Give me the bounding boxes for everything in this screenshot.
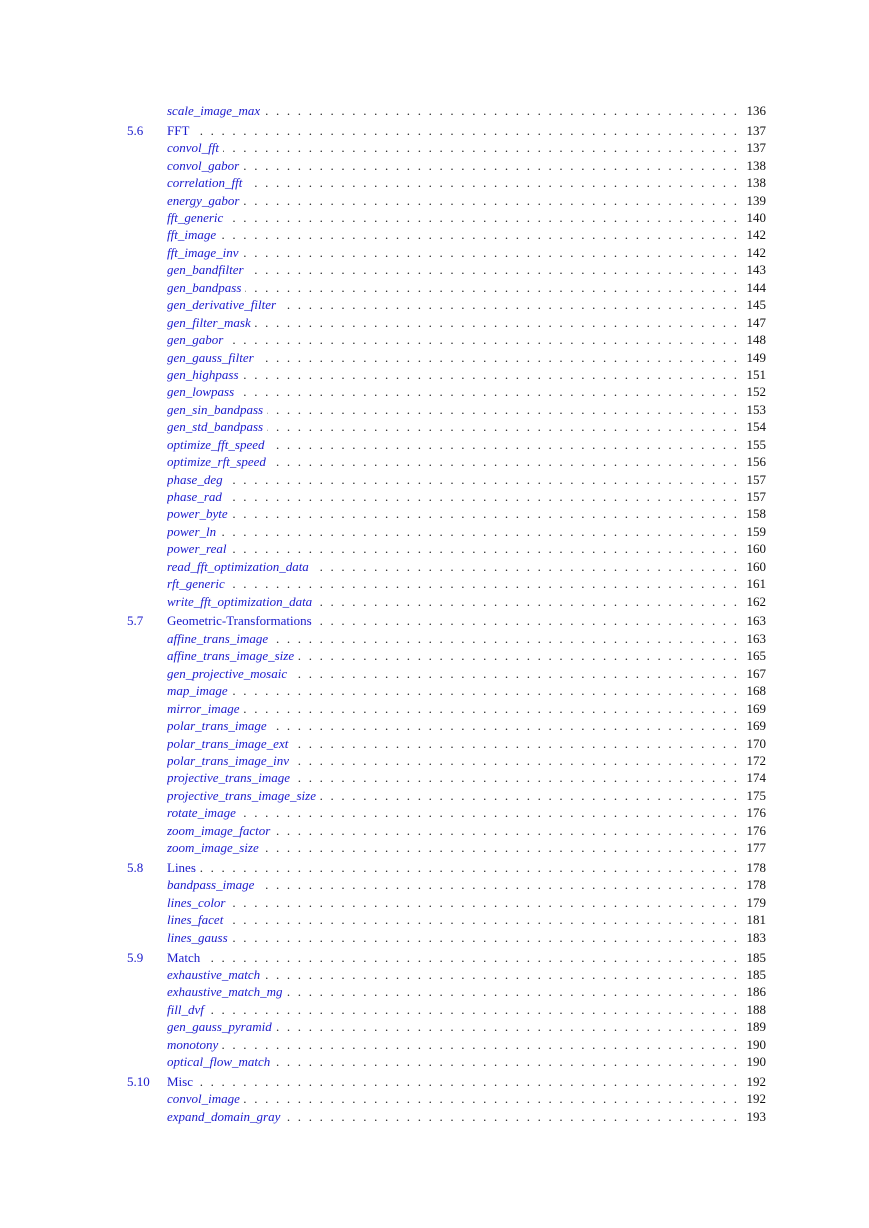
entry-title-link[interactable]: [167, 314, 737, 331]
page-number: 178: [746, 859, 766, 875]
entry-title-link[interactable]: [167, 471, 737, 488]
toc-entry-row[interactable]: [0, 540, 869, 557]
entry-title-link[interactable]: [167, 296, 737, 313]
page-number: 137: [746, 122, 766, 138]
page-number: 172: [746, 752, 766, 768]
toc-entry-row[interactable]: [0, 630, 869, 647]
page-number: 153: [746, 401, 766, 417]
page-number: 168: [746, 683, 766, 699]
section-title-link[interactable]: [167, 949, 737, 966]
title-text: optimize_fft_speed: [167, 437, 269, 452]
title-text: gen_derivative_filter: [167, 297, 280, 312]
page-number: 192: [746, 1091, 766, 1107]
page-number: 176: [746, 822, 766, 838]
toc-entry-row[interactable]: [0, 983, 869, 1000]
toc-entry-row[interactable]: [0, 558, 869, 575]
toc-entry-row[interactable]: [0, 682, 869, 699]
toc-section-row[interactable]: [0, 859, 869, 876]
section-title-link[interactable]: [167, 122, 737, 139]
title-text: polar_trans_image_ext: [167, 736, 292, 751]
entry-title-link[interactable]: [167, 279, 737, 296]
title-text: Match: [167, 950, 204, 965]
toc-entry-row[interactable]: [0, 244, 869, 261]
page-number: 149: [746, 349, 766, 365]
toc-entry-row[interactable]: [0, 665, 869, 682]
entry-title-link[interactable]: [167, 983, 737, 1000]
toc-entry-row[interactable]: [0, 505, 869, 522]
page-number: 144: [746, 279, 766, 295]
toc-entry-row[interactable]: [0, 769, 869, 786]
title-text: gen_sin_bandpass: [167, 402, 267, 417]
entry-title-link[interactable]: [167, 1108, 737, 1125]
toc-entry-row[interactable]: [0, 174, 869, 191]
section-number: 5.6: [127, 122, 144, 138]
page-number: 157: [746, 489, 766, 505]
title-text: power_real: [167, 541, 230, 556]
entry-title-link[interactable]: [167, 911, 737, 928]
toc-entry-row[interactable]: [0, 226, 869, 243]
page-number: 154: [746, 419, 766, 435]
title-text: affine_trans_image: [167, 631, 272, 646]
page-number: 160: [746, 541, 766, 557]
entry-title-link[interactable]: [167, 630, 737, 647]
entry-title-link[interactable]: [167, 682, 737, 699]
title-text: gen_lowpass: [167, 384, 238, 399]
page-number: 157: [746, 471, 766, 487]
toc-entry-row[interactable]: [0, 1018, 869, 1035]
page-number: 159: [746, 523, 766, 539]
page-number: 163: [746, 630, 766, 646]
page-number: 156: [746, 454, 766, 470]
toc-entry-row[interactable]: [0, 523, 869, 540]
title-text: polar_trans_image_inv: [167, 753, 293, 768]
entry-title-link[interactable]: [167, 769, 737, 786]
title-text: gen_bandfilter: [167, 262, 248, 277]
page-number: 142: [746, 227, 766, 243]
toc-entry-row[interactable]: [0, 401, 869, 418]
toc-entry-row[interactable]: [0, 876, 869, 893]
toc-entry-row[interactable]: [0, 717, 869, 734]
toc-entry-row[interactable]: [0, 314, 869, 331]
page-number: 185: [746, 967, 766, 982]
entry-title-link[interactable]: [167, 717, 737, 734]
title-text: power_ln: [167, 524, 220, 539]
page-number: 176: [746, 805, 766, 821]
section-title-link[interactable]: [167, 612, 737, 629]
title-text: rft_generic: [167, 576, 229, 591]
title-text: write_fft_optimization_data: [167, 594, 316, 609]
entry-title-link[interactable]: [167, 436, 737, 453]
title-text: exhaustive_match: [167, 967, 264, 982]
title-text: rotate_image: [167, 805, 240, 820]
page-number: 163: [746, 613, 766, 629]
entry-title-link[interactable]: [167, 209, 737, 226]
toc-entry-row[interactable]: [0, 296, 869, 313]
entry-title-link[interactable]: [167, 558, 737, 575]
entry-title-link[interactable]: [167, 157, 737, 174]
title-text: fft_generic: [167, 210, 227, 225]
title-text: phase_deg: [167, 472, 227, 487]
title-text: gen_std_bandpass: [167, 419, 267, 434]
page-number: 178: [746, 877, 766, 893]
title-text: fft_image_inv: [167, 245, 243, 260]
entry-title-link[interactable]: [167, 540, 737, 557]
toc-entry-row[interactable]: [0, 453, 869, 470]
entry-title-link[interactable]: [167, 453, 737, 470]
title-text: expand_domain_gray: [167, 1109, 284, 1124]
page-number: 138: [746, 175, 766, 191]
title-text: zoom_image_factor: [167, 823, 274, 838]
title-text: phase_rad: [167, 489, 226, 504]
title-text: convol_fft: [167, 140, 223, 155]
page-number: 189: [746, 1019, 766, 1035]
entry-title-link[interactable]: [167, 418, 737, 435]
toc-entry-row[interactable]: [0, 471, 869, 488]
toc-entry-row[interactable]: [0, 735, 869, 752]
page-number: 142: [746, 244, 766, 260]
toc-entry-row[interactable]: [0, 488, 869, 505]
title-text: Misc: [167, 1074, 197, 1089]
entry-title-link[interactable]: [167, 787, 737, 804]
toc-entry-row[interactable]: [0, 436, 869, 453]
page-number: 152: [746, 384, 766, 400]
toc-entry-row[interactable]: [0, 1090, 869, 1107]
title-text: exhaustive_match_mg: [167, 984, 287, 999]
title-text: gen_gauss_pyramid: [167, 1019, 276, 1034]
title-text: optimize_rft_speed: [167, 454, 270, 469]
entry-title-link[interactable]: [167, 331, 737, 348]
entry-title-link[interactable]: [167, 929, 737, 946]
page-number: 174: [746, 770, 766, 786]
page-number: 190: [746, 1036, 766, 1052]
entry-title-link[interactable]: [167, 1053, 737, 1070]
toc-entry-row[interactable]: [0, 929, 869, 946]
page-number: 193: [746, 1108, 766, 1124]
page-number: 188: [746, 1001, 766, 1017]
toc-entry-row[interactable]: [0, 593, 869, 610]
entry-title-link[interactable]: [167, 1036, 737, 1053]
title-text: gen_filter_mask: [167, 315, 255, 330]
title-text: FFT: [167, 123, 193, 138]
title-text: Lines: [167, 860, 200, 875]
toc-entry-row[interactable]: [0, 575, 869, 592]
entry-title-link[interactable]: [167, 1001, 737, 1018]
title-text: read_fft_optimization_data: [167, 559, 313, 574]
toc-entry-row[interactable]: [0, 383, 869, 400]
title-text: fft_image: [167, 227, 220, 242]
page-number: 147: [746, 314, 766, 330]
entry-title-link[interactable]: [167, 1090, 737, 1107]
page-number: 169: [746, 700, 766, 716]
entry-title-link[interactable]: [167, 593, 737, 610]
entry-title-link[interactable]: [167, 804, 737, 821]
toc-entry-row[interactable]: [0, 839, 869, 856]
entry-title-link[interactable]: [167, 488, 737, 505]
toc-entry-row[interactable]: [0, 209, 869, 226]
entry-title-link[interactable]: [167, 700, 737, 717]
section-number: 5.9: [127, 949, 144, 965]
title-text: map_image: [167, 683, 232, 698]
page-number: 179: [746, 894, 766, 910]
title-text: correlation_fft: [167, 175, 246, 190]
page-number: 183: [746, 929, 766, 945]
toc-entry-row[interactable]: [0, 331, 869, 348]
title-text: lines_color: [167, 895, 230, 910]
table-of-contents: [0, 102, 869, 1125]
toc-entry-row[interactable]: [0, 911, 869, 928]
title-text: polar_trans_image: [167, 718, 271, 733]
entry-title-link[interactable]: [167, 523, 737, 540]
entry-title-link[interactable]: [167, 822, 737, 839]
title-text: projective_trans_image_size: [167, 788, 320, 803]
title-text: mirror_image: [167, 701, 243, 716]
title-text: Geometric-Transformations: [167, 613, 316, 628]
title-text: power_byte: [167, 506, 232, 521]
page-number: 190: [746, 1054, 766, 1070]
entry-title-link[interactable]: [167, 1018, 737, 1035]
page-number: 165: [746, 648, 766, 664]
section-number: 5.8: [127, 859, 144, 875]
toc-entry-row[interactable]: [0, 139, 869, 156]
title-text: gen_highpass: [167, 367, 243, 382]
page-number: 140: [746, 210, 766, 226]
title-text: lines_facet: [167, 912, 227, 927]
title-text: gen_projective_mosaic: [167, 666, 291, 681]
entry-title-link[interactable]: [167, 174, 737, 191]
page-number: 192: [746, 1074, 766, 1090]
toc-section-row[interactable]: [0, 122, 869, 139]
page-number: 138: [746, 157, 766, 173]
title-text: monotony: [167, 1037, 222, 1052]
page-number: 155: [746, 436, 766, 452]
page-number: 139: [746, 192, 766, 208]
title-text: energy_gabor: [167, 193, 243, 208]
entry-title-link[interactable]: [167, 102, 737, 119]
entry-title-link[interactable]: [167, 349, 737, 366]
page-number: 175: [746, 787, 766, 803]
entry-title-link[interactable]: [167, 966, 737, 983]
toc-entry-row[interactable]: [0, 1053, 869, 1070]
toc-entry-row[interactable]: [0, 261, 869, 278]
title-text: convol_image: [167, 1091, 244, 1106]
toc-entry-row[interactable]: [0, 894, 869, 911]
page-number: 170: [746, 735, 766, 751]
toc-entry-row[interactable]: [0, 157, 869, 174]
toc-entry-row[interactable]: [0, 700, 869, 717]
page-number: 143: [746, 262, 766, 278]
entry-title-link[interactable]: [167, 647, 737, 664]
section-number: 5.10: [127, 1074, 150, 1090]
toc-entry-row[interactable]: [0, 279, 869, 296]
entry-title-link[interactable]: [167, 752, 737, 769]
entry-title-link[interactable]: [167, 383, 737, 400]
entry-title-link[interactable]: [167, 839, 737, 856]
toc-entry-row[interactable]: [0, 1108, 869, 1125]
toc-entry-row[interactable]: [0, 349, 869, 366]
toc-entry-row[interactable]: [0, 418, 869, 435]
toc-entry-row[interactable]: [0, 822, 869, 839]
title-text: optical_flow_match: [167, 1054, 274, 1069]
toc-section-row[interactable]: [0, 949, 869, 966]
toc-entry-row[interactable]: [0, 1036, 869, 1053]
entry-title-link[interactable]: [167, 575, 737, 592]
page-number: 177: [746, 840, 766, 856]
title-text: convol_gabor: [167, 158, 243, 173]
page-number: 145: [746, 297, 766, 313]
section-title-link[interactable]: [167, 859, 737, 876]
entry-title-link[interactable]: [167, 894, 737, 911]
title-text: projective_trans_image: [167, 770, 294, 785]
page-number: 148: [746, 332, 766, 348]
title-text: affine_trans_image_size: [167, 648, 298, 663]
entry-title-link[interactable]: [167, 192, 737, 209]
section-title-link[interactable]: [167, 1073, 737, 1090]
entry-title-link[interactable]: [167, 261, 737, 278]
entry-title-link[interactable]: [167, 244, 737, 261]
title-text: lines_gauss: [167, 930, 232, 945]
title-text: scale_image_max: [167, 103, 264, 118]
toc-entry-row[interactable]: [0, 804, 869, 821]
toc-entry-row[interactable]: [0, 966, 869, 983]
page-number: 137: [746, 140, 766, 156]
toc-entry-row[interactable]: [0, 1001, 869, 1018]
entry-title-link[interactable]: [167, 226, 737, 243]
toc-entry-row[interactable]: [0, 752, 869, 769]
page-number: 167: [746, 665, 766, 681]
entry-title-link[interactable]: [167, 735, 737, 752]
entry-title-link[interactable]: [167, 505, 737, 522]
page-number: 158: [746, 506, 766, 522]
toc-entry-row[interactable]: [0, 647, 869, 664]
entry-title-link[interactable]: [167, 401, 737, 418]
page-number: 169: [746, 718, 766, 734]
page-number: 185: [746, 949, 766, 965]
toc-entry-row[interactable]: [0, 192, 869, 209]
page-number: 136: [746, 103, 766, 118]
toc-entry-row[interactable]: [0, 787, 869, 804]
toc-entry-row[interactable]: [0, 366, 869, 383]
entry-title-link[interactable]: [167, 665, 737, 682]
entry-title-link[interactable]: [167, 366, 737, 383]
page-number: 181: [746, 912, 766, 928]
toc-section-row[interactable]: [0, 612, 869, 629]
page-number: 162: [746, 593, 766, 609]
title-text: zoom_image_size: [167, 840, 263, 855]
page-number: 186: [746, 984, 766, 1000]
entry-title-link[interactable]: [167, 876, 737, 893]
title-text: gen_bandpass: [167, 280, 245, 295]
section-number: 5.7: [127, 613, 144, 629]
title-text: gen_gauss_filter: [167, 350, 258, 365]
title-text: bandpass_image: [167, 877, 258, 892]
title-text: gen_gabor: [167, 332, 227, 347]
toc-section-row[interactable]: [0, 1073, 869, 1090]
page-number: 161: [746, 576, 766, 592]
entry-title-link[interactable]: [167, 139, 737, 156]
toc-entry-row[interactable]: [0, 102, 869, 119]
page-number: 160: [746, 558, 766, 574]
title-text: fill_dvf: [167, 1002, 208, 1017]
page-number: 151: [746, 366, 766, 382]
